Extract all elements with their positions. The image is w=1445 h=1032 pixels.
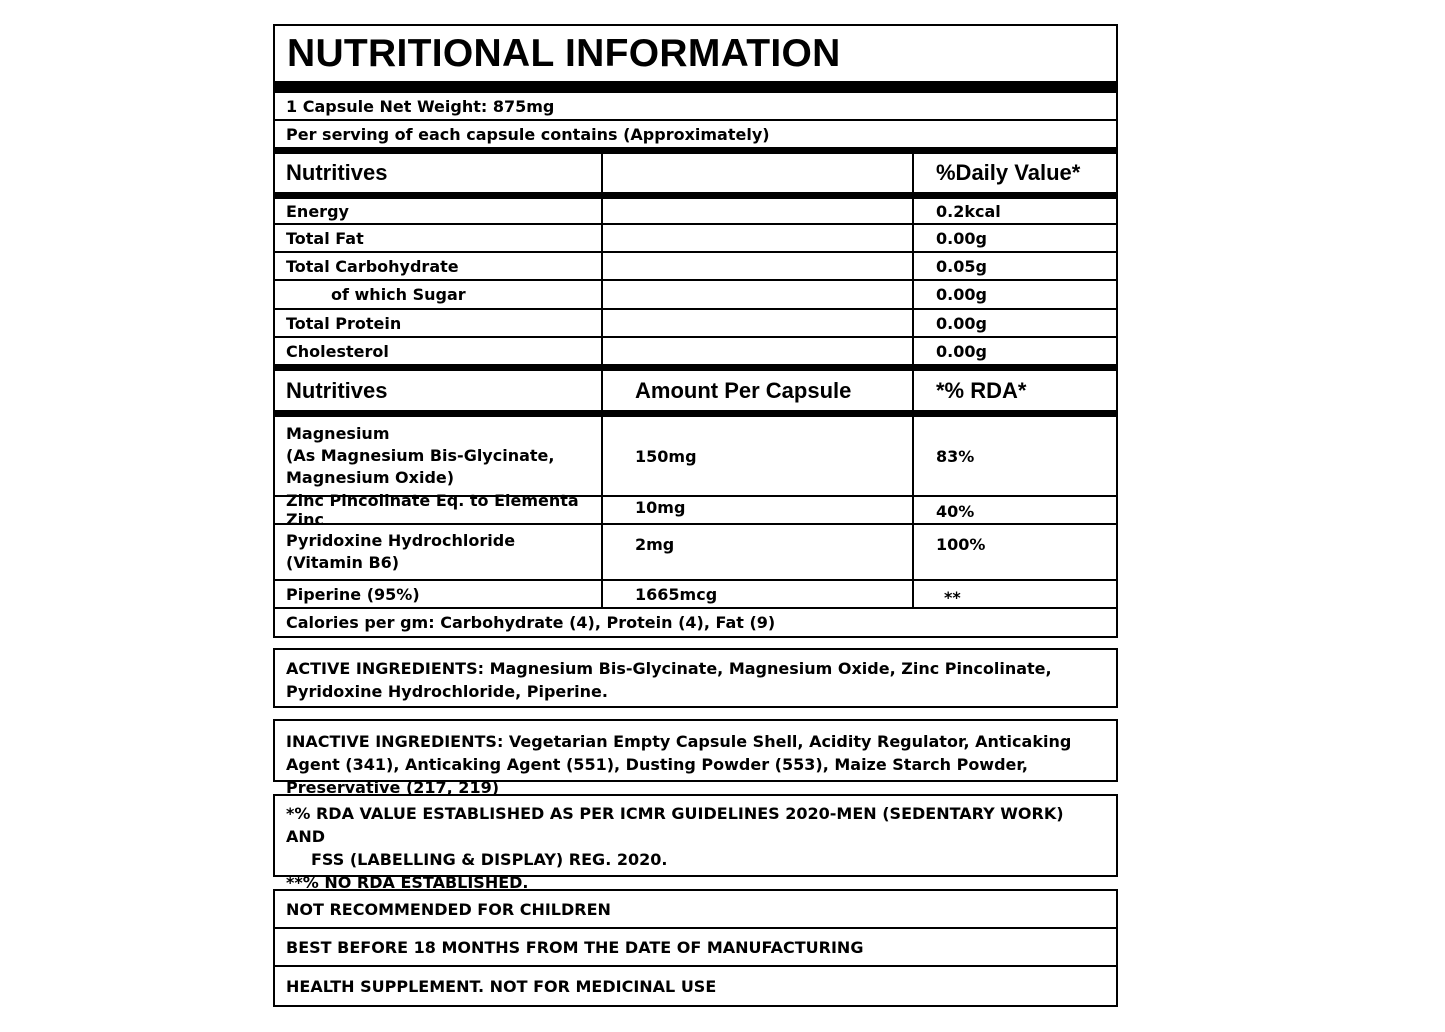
nutrient-rda: ** <box>944 588 961 607</box>
nutrient-amount <box>603 338 914 364</box>
table1-header <box>275 154 1116 199</box>
nutrient-rda: 100% <box>936 535 986 554</box>
nutrient-amount <box>603 281 914 308</box>
nutrient-name: Total Fat <box>275 225 603 251</box>
nutrient-name-line: Magnesium <box>286 424 390 443</box>
active-ingredients-text: Magnesium Bis-Glycinate, Magnesium Oxide, Zinc Pincolinate, Pyridoxine Hydrochloride, Piperine. <box>286 659 1052 701</box>
table-row <box>275 310 1116 338</box>
rda-note-line1: *% RDA VALUE ESTABLISHED AS PER ICMR GUIDELINES 2020-MEN (SEDENTARY WORK) AND <box>286 804 1064 846</box>
nutrient-value: 0.00g <box>936 341 987 361</box>
statement-health-supplement: HEALTH SUPPLEMENT. NOT FOR MEDICINAL USE <box>286 976 717 996</box>
statements-box <box>273 889 1118 1007</box>
nutrition-label <box>273 24 1118 1007</box>
nutrient-amount: 150mg <box>603 417 914 495</box>
table-row <box>275 581 1116 609</box>
inactive-ingredients-label: INACTIVE INGREDIENTS: <box>286 732 504 751</box>
table-row <box>275 525 1116 581</box>
active-ingredients <box>273 648 1118 708</box>
table-row <box>275 225 1116 253</box>
nutrient-amount: 2mg <box>603 525 914 579</box>
table1-header-nutritives: Nutritives <box>275 154 603 192</box>
nutrient-name: Total Protein <box>275 310 603 336</box>
table-row <box>275 338 1116 371</box>
rda-note-line2: FSS (LABELLING & DISPLAY) REG. 2020. <box>311 850 668 869</box>
nutrient-name-line: (As Magnesium Bis-Glycinate, <box>286 446 555 465</box>
nutrient-value: 0.00g <box>936 285 987 304</box>
nutrient-name: Cholesterol <box>275 338 603 364</box>
nutrient-amount <box>603 253 914 279</box>
nutrient-name <box>275 417 603 495</box>
table-row <box>275 199 1116 225</box>
nutrient-value: 0.05g <box>936 256 987 276</box>
nutrient-value: 0.00g <box>936 313 987 333</box>
table2-header <box>275 371 1116 417</box>
table2-header-amount: Amount Per Capsule <box>603 371 914 410</box>
table-row <box>275 253 1116 281</box>
nutrient-name: Total Carbohydrate <box>275 253 603 279</box>
nutrient-value: 0.2kcal <box>936 201 1001 221</box>
nutrient-amount: 1665mcg <box>603 581 914 607</box>
calories-note: Calories per gm: Carbohydrate (4), Protein (4), Fat (9) <box>286 613 776 632</box>
inactive-ingredients <box>273 719 1118 797</box>
nutrient-amount <box>603 199 914 223</box>
rda-note-line3: **% NO RDA ESTABLISHED. <box>286 873 529 892</box>
nutrient-value: 0.00g <box>936 228 987 248</box>
table2-header-rda: *% RDA* <box>936 377 1027 403</box>
calories-row <box>275 609 1116 636</box>
per-serving-row <box>275 121 1116 154</box>
inactive-ingredients-text: Vegetarian Empty Capsule Shell, Acidity Regulator, Anticaking Agent (341), Anticaking Agent (551), Dusting Powder (553), Maize Starch Powder, Preservative (217, 219) <box>286 732 1072 797</box>
nutrition-panel <box>273 24 1118 638</box>
statement-best-before: BEST BEFORE 18 MONTHS FROM THE DATE OF MANUFACTURING <box>275 929 1116 967</box>
active-ingredients-label: ACTIVE INGREDIENTS: <box>286 659 484 678</box>
nutrient-name: Piperine (95%) <box>275 581 603 607</box>
per-serving: Per serving of each capsule contains (Approximately) <box>286 124 770 144</box>
nutrient-name: Zinc Pincolinate Eq. to Elementa Zinc <box>275 497 603 523</box>
rda-notes <box>273 794 1118 892</box>
table1-header-blank <box>603 154 914 192</box>
nutrient-name-line: Magnesium Oxide) <box>286 468 455 487</box>
nutrient-amount: 10mg <box>603 497 914 523</box>
nutrient-rda: 83% <box>936 446 975 466</box>
page-title: NUTRITIONAL INFORMATION <box>275 26 1116 93</box>
table-row <box>275 281 1116 310</box>
net-weight: 1 Capsule Net Weight: 875mg <box>286 96 555 116</box>
nutrient-name <box>275 525 603 579</box>
nutrient-name-line: (Vitamin B6) <box>286 553 400 572</box>
table-row <box>275 417 1116 497</box>
nutrient-amount <box>603 310 914 336</box>
nutrient-name: of which Sugar <box>275 281 603 308</box>
table2-header-nutritives: Nutritives <box>275 371 603 410</box>
nutrient-name-line: Pyridoxine Hydrochloride <box>286 531 516 550</box>
nutrient-rda: 40% <box>936 502 975 521</box>
nutrient-amount <box>603 225 914 251</box>
statement-children: NOT RECOMMENDED FOR CHILDREN <box>275 891 1116 929</box>
nutrient-name: Energy <box>275 199 603 223</box>
net-weight-row <box>275 93 1116 121</box>
table-row <box>275 491 1116 529</box>
table1-header-daily-value: %Daily Value* <box>936 160 1081 185</box>
